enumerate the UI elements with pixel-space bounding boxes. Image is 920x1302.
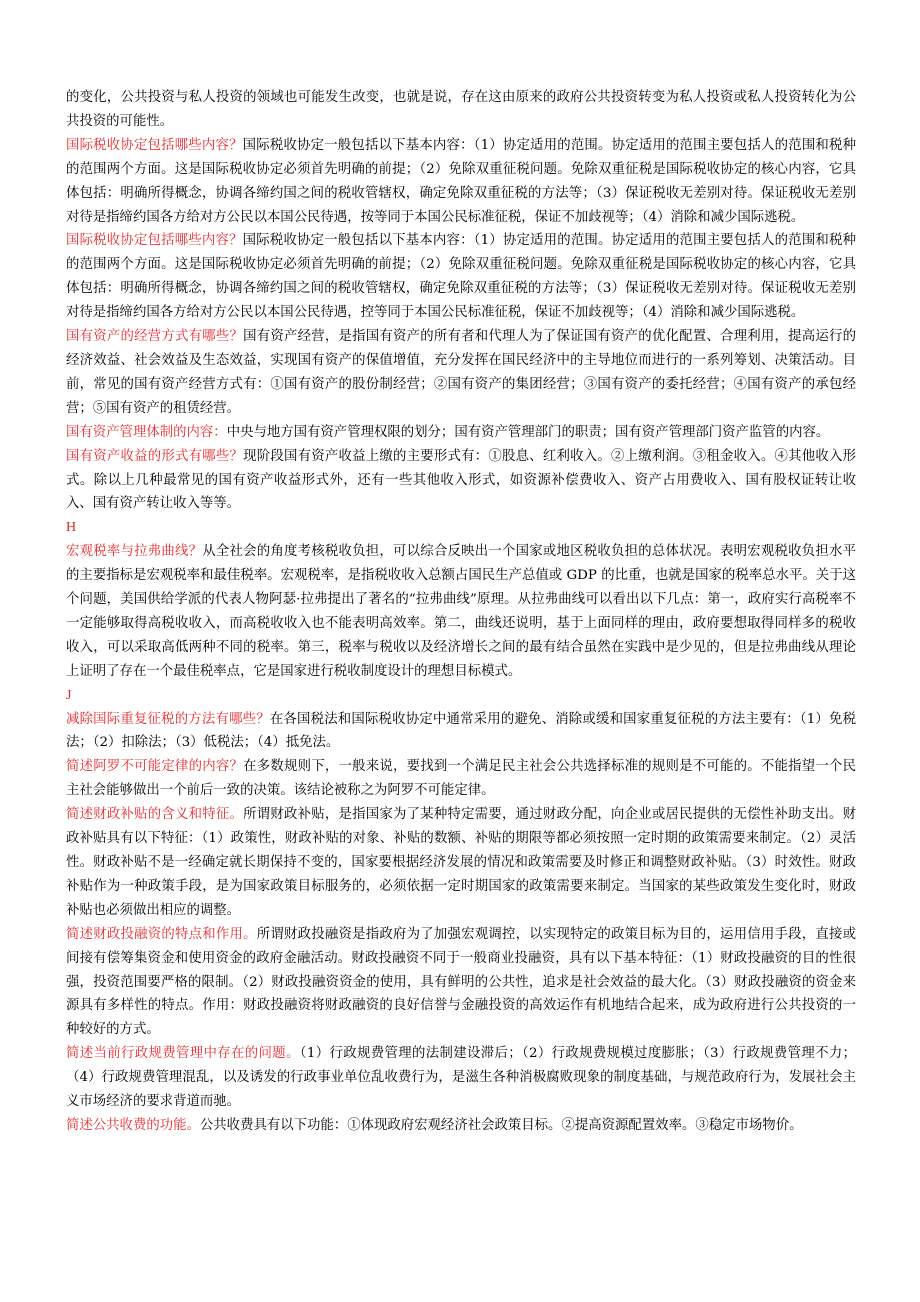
section-letter-j: J: [66, 687, 72, 703]
question-heading: 简述当前行政规费管理中存在的问题。: [66, 1046, 300, 1062]
answer-text: （1）行政规费管理的法制建设滞后；（2）行政规费规模过度膨胀；（3）行政规费管理不力；（4）行政规费管理混乱，以及诱发的行政事业单位乱收费行为，是滋生各种消极腐败现象的制度基础，与规范政府行为，发展社会主义市场经济的要求背道而驰。: [66, 1046, 857, 1110]
section-letter-h: H: [66, 520, 77, 536]
paragraph-continuation: [66, 86, 856, 134]
qa-paragraph: [66, 421, 856, 445]
qa-paragraph: [66, 708, 856, 756]
question-heading: 减除国际重复征税的方法有哪些？: [66, 711, 270, 727]
answer-text: 所谓财政补贴，是指国家为了某种特定需要，通过财政分配，向企业或居民提供的无偿性补助支出。财政补贴具有以下特征：（1）政策性，财政补贴的对象、补贴的数额、补贴的期限等都必须按照一定时期的政策需要来制定。（2）灵活性。财政补贴不是一经确定就长期保持不变的，国家要根据经济发展的情况和政策需要及时修正和调整财政补贴。（3）时效性。财政补贴作为一种政策手段，是为国家政策目标服务的，必须依据一定时期国家的政策需要来制定。当国家的某些政策发生变化时，财政补贴也必须做出相应的调整。: [66, 807, 857, 918]
question-heading: 国有资产管理体制的内容：: [66, 424, 227, 440]
answer-text: 从全社会的角度考核税收负担，可以综合反映出一个国家或地区税收负担的总体状况。表明宏观税收负担水平的主要指标是宏观税率和最佳税率。宏观税率，是指税收收入总额占国民生产总值或 GDP 的比重，也就是国家的税率总水平。关于这个问题，美国供给学派的代表人物阿瑟·拉弗提出了著名的“拉弗曲线”原理。从拉弗曲线可以看出以下几点：第一，政府实行高税率不一定能够取得高税收收入，而高税收收入也不能表明高效率。第二，曲线还说明，基于上面同样的理由，政府要想取得同样多的税收收入，可以采取高低两种不同的税率。第三，税率与税收以及经济增长之间的最有结合虽然在实践中是少见的，但是拉弗曲线从理论上证明了存在一个最佳税率点，它是国家进行税收制度设计的理想目标模式。: [66, 544, 856, 679]
question-heading: 宏观税率与拉弗曲线？: [66, 544, 203, 560]
question-heading: 国有资产的经营方式有哪些？: [66, 329, 244, 345]
qa-paragraph: [66, 755, 856, 803]
question-heading: 简述公共收费的功能。: [66, 1117, 200, 1133]
qa-paragraph: [66, 134, 856, 230]
document-page: [66, 86, 856, 1138]
qa-paragraph: [66, 325, 856, 421]
qa-paragraph: [66, 540, 856, 683]
answer-text: 公共收费具有以下功能：①体现政府宏观经济社会政策目标。②提高资源配置效率。③稳定市场物价。: [199, 1117, 803, 1133]
question-heading: 国有资产收益的形式有哪些？: [66, 448, 244, 464]
qa-paragraph: [66, 1042, 856, 1114]
qa-paragraph: [66, 1114, 856, 1138]
question-heading: 简述阿罗不可能定律的内容？: [66, 759, 244, 775]
question-heading: 简述财政投融资的特点和作用。: [66, 926, 257, 942]
qa-paragraph: [66, 229, 856, 325]
answer-text: 的变化，公共投资与私人投资的领域也可能发生改变，也就是说，存在这由原来的政府公共投资转变为私人投资或私人投资转化为公共投资的可能性。: [66, 90, 856, 129]
answer-text: 在各国税法和国际税收协定中通常采用的避免、消除或缓和国家重复征税的方法主要有：（1）免税法；（2）扣除法；（3）低税法；（4）抵免法。: [66, 711, 856, 751]
answer-text: 国际税收协定一般包括以下基本内容：（1）协定适用的范围。协定适用的范围主要包括人的范围和税种的范围两个方面。这是国际税收协定必须首先明确的前提；（2）免除双重征税问题。免除双重征税是国际税收协定的核心内容，它具体包括：明确所得概念，协调各缔约国之间的税收管辖权，确定免除双重征税的方法等；（3）保证税收无差别对待。保证税收无差别对待是指缔约国各方给对方公民以本国公民待遇，控等同于本国公民标准征税，保证不加歧视等；（4）消除和减少国际逃税。: [66, 233, 857, 321]
answer-text: 现阶段国有资产收益上缴的主要形式有：①股息、红利收入。②上缴利润。③租金收入。④其他收入形式。除以上几种最常见的国有资产收益形式外，还有一些其他收入形式，如资源补偿费收入、资产占用费收入、国有股权证转让收入、国有资产转让收入等等。: [66, 448, 857, 512]
qa-paragraph: [66, 803, 856, 923]
answer-text: 在多数规则下，一般来说，要找到一个满足民主社会公共选择标准的规则是不可能的。不能指望一个民主社会能够做出一个前后一致的决策。该结论被称之为阿罗不可能定律。: [66, 759, 857, 799]
question-heading: 国际税收协定包括哪些内容？: [66, 233, 243, 249]
answer-text: 中央与地方国有资产管理权限的划分；国有资产管理部门的职责；国有资产管理部门资产监管的内容。: [226, 424, 830, 440]
question-heading: 简述财政补贴的含义和特征。: [66, 807, 244, 823]
question-heading: 国际税收协定包括哪些内容？: [66, 137, 243, 153]
answer-text: 国有资产经营，是指国有资产的所有者和代理人为了保证国有资产的优化配置、合理利用，提高运行的经济效益、社会效益及生态效益，实现国有资产的保值增值，充分发挥在国民经济中的主导地位而进行的一系列筹划、决策活动。目前，常见的国有资产经营方式有：①国有资产的股份制经营；②国有资产的集团经营；③国有资产的委托经营；④国有资产的承包经营；⑤国有资产的租赁经营。: [66, 329, 857, 416]
qa-paragraph: [66, 445, 856, 517]
answer-text: 国际税收协定一般包括以下基本内容：（1）协定适用的范围。协定适用的范围主要包括人的范围和税种的范围两个方面。这是国际税收协定必须首先明确的前提；（2）免除双重征税问题。免除双重征税是国际税收协定的核心内容，它具体包括：明确所得概念，协调各缔约国之间的税收管辖权，确定免除双重征税的方法等；（3）保证税收无差别对待。保证税收无差别对待是指缔约国各方给对方公民以本国公民待遇，按等同于本国公民标准征税，保证不加歧视等；（4）消除和减少国际逃税。: [66, 137, 857, 225]
answer-text: 所谓财政投融资是指政府为了加强宏观调控，以实现特定的政策目标为目的，运用信用手段，直接或间接有偿筹集资金和使用资金的政府金融活动。财政投融资不同于一般商业投融资，具有以下基本特征：（1）财政投融资的目的性很强，投资范围要严格的限制。（2）财政投融资资金的使用，具有鲜明的公共性，追求是社会效益的最大化。（3）财政投融资的资金来源具有多样性的特点。作用：财政投融资将财政融资的良好信誉与金融投资的高效运作有机地结合起来，成为政府进行公共投资的一种较好的方式。: [66, 926, 857, 1038]
qa-paragraph: [66, 923, 856, 1043]
